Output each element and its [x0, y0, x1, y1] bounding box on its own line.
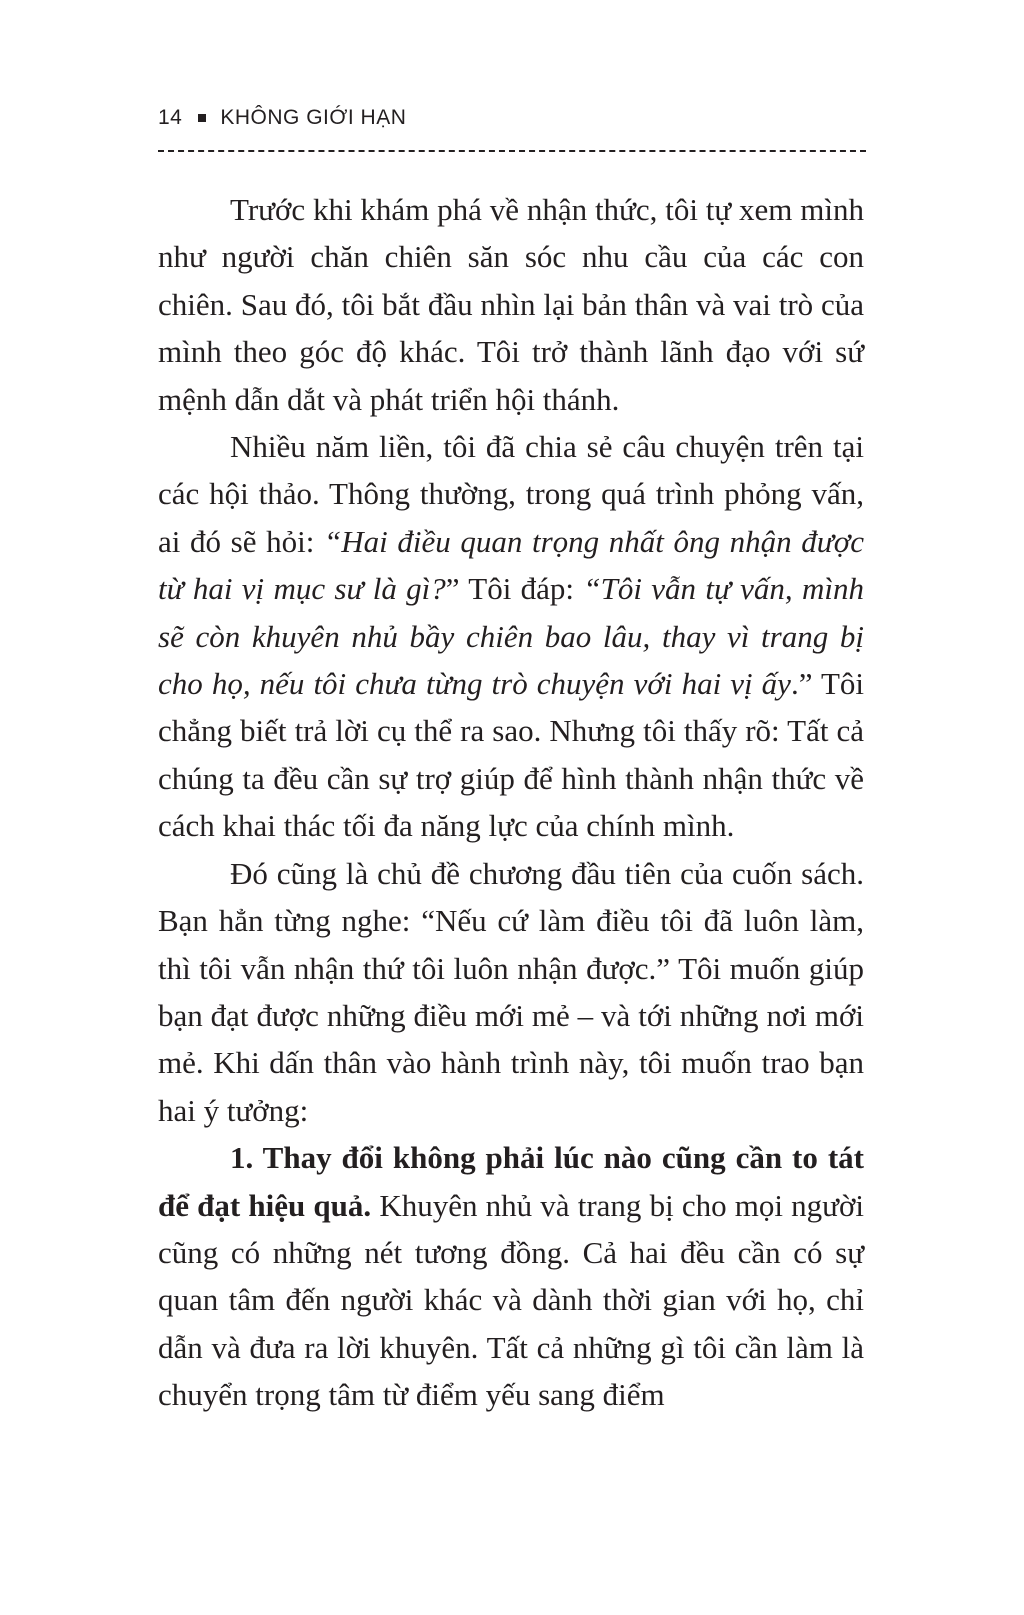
paragraph-2-conclusion: .” Tôi chẳng biết trả lời cụ thể ra sao. Nhưng tôi thấy rõ: Tất cả chúng ta đều cần sự trợ giúp để hình thành nhận thức về cách khai thác tối đa năng lực của chính mình. — [158, 666, 865, 844]
idea-1-heading: 1. Thay đổi không phải lúc nào cũng cần to tát để đạt hiệu quả. — [158, 1140, 864, 1223]
square-bullet-icon — [198, 114, 206, 122]
header-row — [158, 104, 866, 132]
page-number: 14 — [158, 106, 183, 129]
idea-1-text: Khuyên nhủ và trang bị cho mọi người cũng có những nét tương đồng. Cả hai đều cần có sự quan tâm đến người khác và dành thời gian với họ, chỉ dẫn và đưa ra lời khuyên. Tất cả những gì tôi cần làm là chuyển trọng tâm từ điểm yếu sang điểm — [158, 1187, 864, 1413]
body-text — [158, 186, 864, 1419]
paragraph-2 — [158, 423, 864, 850]
paragraph-3: Đó cũng là chủ đề chương đầu tiên của cuốn sách. Bạn hẳn từng nghe: “Nếu cứ làm điều tôi đã luôn làm, thì tôi vẫn nhận thứ tôi luôn nhận được.” Tôi muốn giúp bạn đạt được những điều mới mẻ – và tới những nơi mới mẻ. Khi dấn thân vào hành trình này, tôi muốn trao bạn hai ý tưởng: — [158, 855, 864, 1128]
paragraph-1: Trước khi khám phá về nhận thức, tôi tự xem mình như người chăn chiên săn sóc nhu cầu của các con chiên. Sau đó, tôi bắt đầu nhìn lại bản thân và vai trò của mình theo góc độ khác. Tôi trở thành lãnh đạo với sứ mệnh dẫn dắt và phát triển hội thánh. — [158, 192, 864, 417]
book-title: KHÔNG GIỚI HẠN — [220, 106, 407, 129]
paragraph-2-reply-lead: ” Tôi đáp: — [445, 571, 584, 607]
running-header — [158, 104, 866, 152]
paragraph-2-answer: “Tôi vẫn tự vấn, mình sẽ còn khuyên nhủ bầy chiên bao lâu, thay vì trang bị cho họ, nếu tôi chưa từng trò chuyện với hai vị ấy — [158, 571, 864, 702]
header-dashed-rule — [158, 150, 866, 152]
paragraph-4 — [158, 1134, 864, 1418]
paragraph-2-intro: Nhiều năm liền, tôi đã chia sẻ câu chuyện trên tại các hội thảo. Thông thường, trong quá trình phỏng vấn, ai đó sẽ hỏi: — [158, 429, 864, 559]
paragraph-2-question: “Hai điều quan trọng nhất ông nhận được từ hai vị mục sư là gì? — [158, 523, 864, 607]
